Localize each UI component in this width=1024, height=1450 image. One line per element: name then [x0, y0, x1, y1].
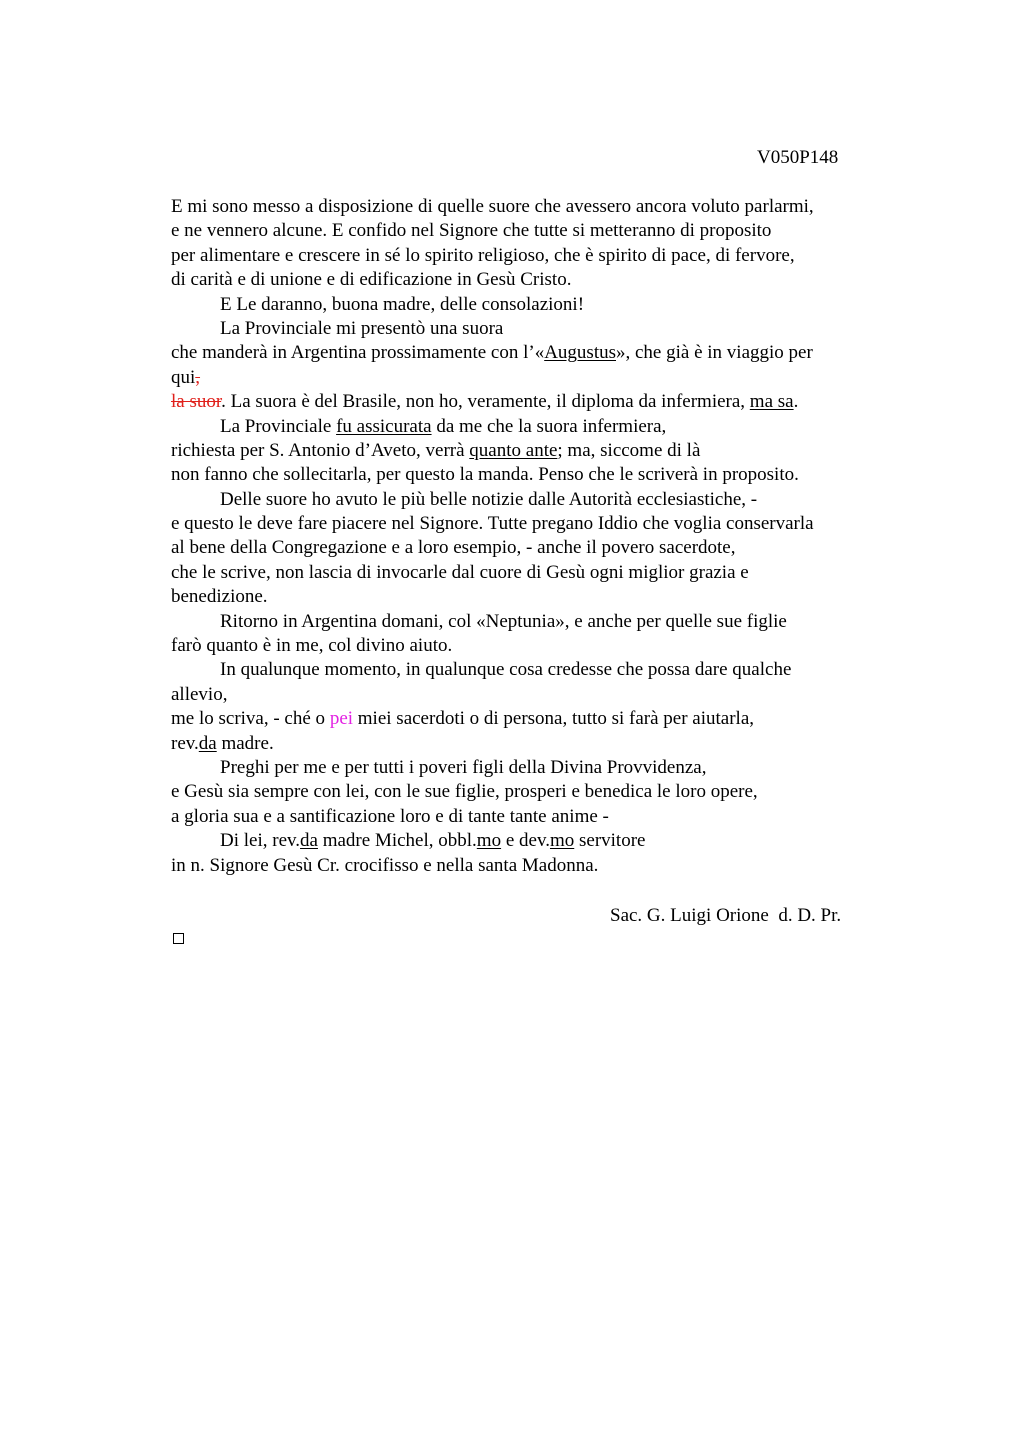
text-line	[171, 732, 881, 756]
text-line: in n. Signore Gesù Cr. crocifisso e nella santa Madonna.	[171, 854, 599, 876]
text-line	[171, 415, 881, 439]
text-fragment: e dev.	[501, 830, 550, 852]
text-line: e Gesù sia sempre con lei, con le sue figlie, prosperi e benedica le loro opere,	[171, 781, 758, 803]
text-fragment: Di lei, rev.	[220, 830, 301, 852]
underlined-text: da	[198, 732, 217, 754]
text-fragment: », che già è in viaggio per	[616, 342, 813, 364]
text-line: Preghi per me e per tutti i poveri figli della Divina Provvidenza,	[220, 756, 707, 778]
text-fragment: qui	[171, 366, 196, 388]
text-line: Ritorno in Argentina domani, col «Neptunia», e anche per quelle sue figlie	[220, 610, 787, 632]
text-fragment: La Provinciale	[220, 415, 337, 437]
letter-body	[171, 195, 881, 878]
text-line: Delle suore ho avuto le più belle notizie dalle Autorità ecclesiastiche, -	[220, 488, 758, 510]
page-identifier: V050P148	[757, 147, 839, 168]
deleted-text: ,	[195, 366, 201, 388]
underlined-text: ma sa	[749, 391, 794, 413]
underlined-text: fu assicurata	[336, 415, 432, 437]
text-line: non fanno che sollecitarla, per questo la manda. Penso che le scriverà in proposito.	[171, 464, 799, 486]
text-fragment: me lo scriva, - ché o	[171, 708, 330, 730]
text-line: E mi sono messo a disposizione di quelle suore che avessero ancora voluto parlarmi,	[171, 196, 814, 217]
text-fragment: rev.	[171, 732, 199, 754]
text-line: al bene della Congregazione e a loro esempio, - anche il povero sacerdote,	[171, 537, 736, 559]
underlined-ship-name: Augustus	[544, 342, 616, 364]
text-line	[171, 829, 881, 853]
text-fragment: da me che la suora infermiera,	[431, 415, 667, 437]
underlined-text: da	[300, 830, 318, 852]
signature: Sac. G. Luigi Orione d. D. Pr.	[610, 905, 842, 926]
underlined-text: mo	[476, 830, 502, 852]
text-line: E Le daranno, buona madre, delle consolazioni!	[220, 293, 585, 315]
text-line	[171, 341, 881, 365]
text-fragment: richiesta per S. Antonio d’Aveto, verrà	[171, 439, 470, 461]
text-fragment: .	[793, 391, 799, 413]
text-line	[171, 439, 881, 463]
checkbox-square-icon	[173, 933, 184, 944]
underlined-text: mo	[549, 830, 575, 852]
text-line	[171, 366, 881, 390]
underlined-text: quanto ante	[469, 439, 558, 461]
highlighted-text: pei	[329, 708, 354, 730]
text-line: di carità e di unione e di edificazione in Gesù Cristo.	[171, 269, 572, 291]
text-fragment: che manderà in Argentina prossimamente con l’«	[171, 342, 545, 364]
text-line: a gloria sua e a santificazione loro e di tante tante anime -	[171, 805, 609, 827]
text-line: e ne vennero alcune. E confido nel Signore che tutte si metteranno di proposito	[171, 220, 772, 242]
deleted-text: la suor	[171, 391, 222, 413]
text-fragment: madre.	[216, 732, 274, 754]
text-fragment: madre Michel, obbl.	[317, 830, 477, 852]
text-fragment: . La suora è del Brasile, non ho, veramente, il diploma da infermiera,	[221, 391, 750, 413]
text-line: farò quanto è in me, col divino aiuto.	[171, 635, 453, 657]
text-line: che le scrive, non lascia di invocarle dal cuore di Gesù ogni miglior grazia e	[171, 561, 749, 583]
text-fragment: miei sacerdoti o di persona, tutto si farà per aiutarla,	[353, 708, 754, 730]
text-line: allevio,	[171, 683, 228, 705]
text-fragment: servitore	[574, 830, 646, 852]
text-line: In qualunque momento, in qualunque cosa credesse che possa dare qualche	[220, 659, 792, 681]
text-line	[171, 707, 881, 731]
text-line: benedizione.	[171, 586, 268, 608]
text-line: e questo le deve fare piacere nel Signore. Tutte pregano Iddio che voglia conservarla	[171, 513, 814, 535]
text-fragment: ; ma, siccome di là	[557, 439, 701, 461]
text-line: La Provinciale mi presentò una suora	[220, 317, 504, 339]
text-line	[171, 390, 881, 414]
text-line: per alimentare e crescere in sé lo spirito religioso, che è spirito di pace, di fervore,	[171, 244, 795, 266]
